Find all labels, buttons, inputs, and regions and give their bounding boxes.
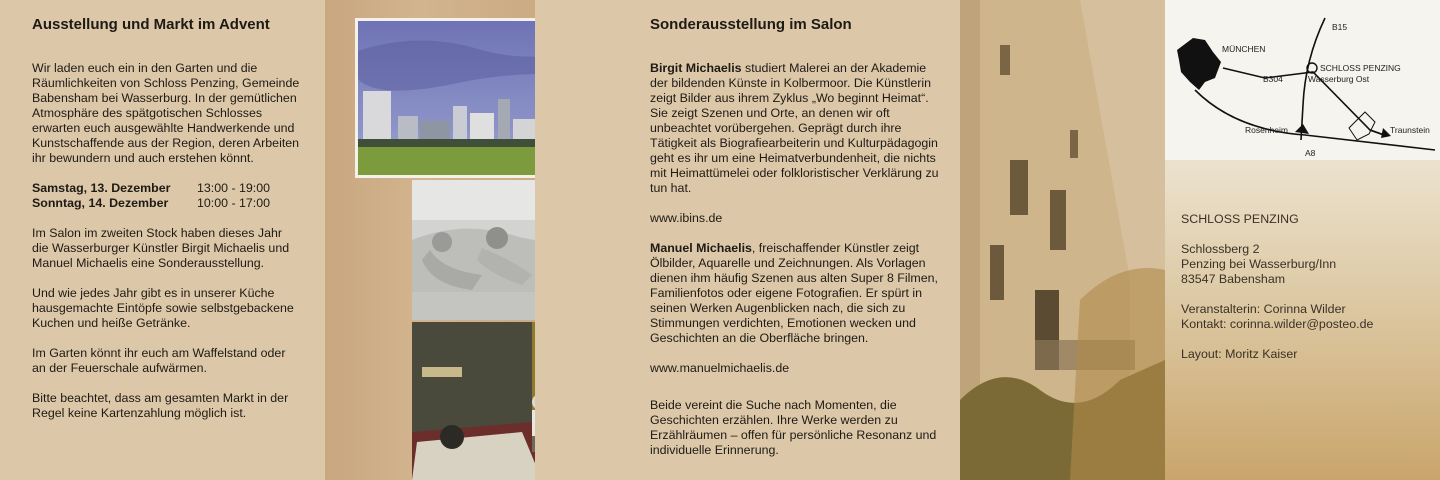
map-label-b15: B15 xyxy=(1332,22,1348,32)
schedule xyxy=(32,181,301,211)
city-painting-image xyxy=(355,18,535,178)
intro-text: Wir laden euch ein in den Garten und die Räumlichkeiten von Schloss Penzing, Gemeinde Babensham bei Wasserburg. In der gemütlichen Atmosphäre des spätgotischen Schlosses erwarten euch ausgewählte Handwerkende und Kunstschaffende aus der Region, deren Arbeiten ihr bewundern und auch erstehen könnt. xyxy=(32,61,300,165)
address-zip: 83547 Babensham xyxy=(1181,272,1286,286)
contact-email[interactable]: Kontakt: corinna.wilder@posteo.de xyxy=(1181,317,1374,331)
schedule-time: 10:00 - 17:00 xyxy=(197,196,271,210)
address-street: Schlossberg 2 xyxy=(1181,242,1260,256)
schedule-time: 13:00 - 19:00 xyxy=(197,181,271,195)
schedule-day: Samstag, 13. Dezember xyxy=(32,181,171,195)
munich-area-shape xyxy=(1177,38,1221,90)
map-label-a8: A8 xyxy=(1305,148,1316,158)
manuel-text: , freischaffender Künstler zeigt Ölbilder, Aquarelle und Zeichnungen. Als Vorlagen dienen ihm häufig Szenen aus alten Super 8 Filmen, Familienfotos oder eigene Fotografien. Er spürt in seinen Werken Augenblicken nach, die sich zu Stimmungen verdichten, Emotionen wecken und Geschichten an die Oberfläche bringen. xyxy=(650,241,938,345)
map-label-wasserburg: Wasserburg Ost xyxy=(1308,74,1370,84)
route-map xyxy=(1165,0,1440,160)
artwork-panel xyxy=(325,0,535,480)
salon-panel xyxy=(535,0,960,480)
map-label-rosenheim: Rosenheim xyxy=(1245,125,1288,135)
map-label-castle: SCHLOSS PENZING xyxy=(1320,63,1401,73)
birgit-paragraph xyxy=(650,61,940,196)
map-label-b304: B304 xyxy=(1263,74,1283,84)
layout-credit: Layout: Moritz Kaiser xyxy=(1181,347,1298,361)
road-a8 xyxy=(1195,90,1435,150)
schedule-row xyxy=(32,196,301,211)
salon-text: Im Salon im zweiten Stock haben dieses Jahr die Wasserburger Künstler Birgit Michaelis und Manuel Michaelis eine Sonderausstellung. xyxy=(32,226,290,270)
advent-panel xyxy=(0,0,325,480)
manuel-url[interactable]: www.manuelmichaelis.de xyxy=(650,361,790,375)
manuel-name: Manuel Michaelis xyxy=(650,241,752,255)
info-panel xyxy=(1165,0,1440,480)
organizer: Veranstalterin: Corinna Wilder xyxy=(1181,302,1346,316)
payment-text: Bitte beachtet, dass am gesamten Markt in der Regel keine Kartenzahlung möglich ist. xyxy=(32,391,289,420)
salon-title: Sonderausstellung im Salon xyxy=(650,16,852,33)
map-label-traunstein: Traunstein xyxy=(1390,125,1430,135)
advent-title: Ausstellung und Markt im Advent xyxy=(32,16,270,33)
map-label-munich: MÜNCHEN xyxy=(1222,44,1266,54)
address-block xyxy=(1181,212,1373,362)
birgit-url[interactable]: www.ibins.de xyxy=(650,211,723,225)
closing-text: Beide vereint die Suche nach Momenten, die Geschichten erzählen. Ihre Werke werden zu Erzählräumen – offen für persönliche Resonanz und individuelle Erinnerung. xyxy=(650,398,937,457)
castle-photo xyxy=(960,0,1165,480)
kitchen-text: Und wie jedes Jahr gibt es in unserer Küche hausgemachte Eintöpfe sowie selbstgebackene Kuchen und heiße Getränke. xyxy=(32,286,294,330)
garden-text: Im Garten könnt ihr euch am Waffelstand oder an der Feuerschale aufwärmen. xyxy=(32,346,286,375)
birgit-text: studiert Malerei an der Akademie der bildenden Künste in Kolbermoor. Die Künstlerin zeigt Bilder aus ihrem Zyklus „Wo beginnt Heimat“. Sie zeigt Szenen und Orte, an denen wir oft unbeachtet vorübergehen. Geprägt durch ihre Tätigkeit als Biografiearbeiterin und Kulturpädagogin geht es ihr um eine Heimatverbundenheit, die nichts mit Heimattümelei oder folkloristischer Verklärung zu tun hat. xyxy=(650,61,939,195)
manuel-paragraph xyxy=(650,241,940,346)
schedule-row xyxy=(32,181,301,196)
schedule-day: Sonntag, 14. Dezember xyxy=(32,196,169,210)
birgit-name: Birgit Michaelis xyxy=(650,61,742,75)
interior-painting-image xyxy=(412,322,535,480)
address-town: Penzing bei Wasserburg/Inn xyxy=(1181,257,1337,271)
castle-name: SCHLOSS PENZING xyxy=(1181,212,1299,226)
children-drawing-image xyxy=(412,180,535,320)
